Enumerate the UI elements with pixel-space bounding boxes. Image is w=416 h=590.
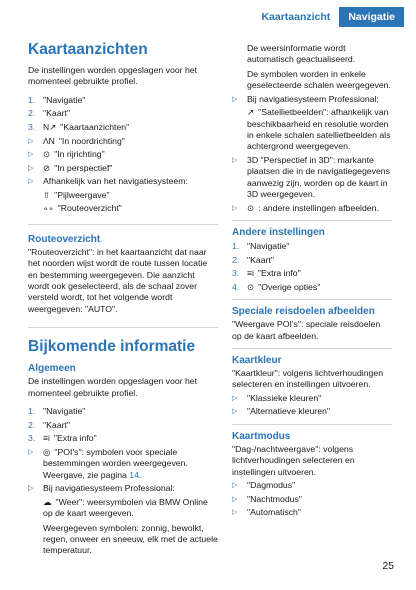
weather-continued — [232, 43, 392, 92]
list-item: 3. ≡i "Extra info" — [28, 433, 97, 444]
list-marker: 1. — [28, 94, 36, 105]
list-item: 4. ⊙ "Overige opties" — [232, 281, 321, 292]
list-item: 1. "Navigatie" — [232, 241, 290, 252]
page-number: 25 — [382, 560, 394, 572]
list-item: ▷ "Dagmodus" — [232, 480, 296, 491]
list-item: 2. "Kaart" — [232, 254, 274, 265]
list-item: 1. "Navigatie" — [28, 406, 86, 417]
weather-update-text: De weersinformatie wordt automatisch geactualiseerd. — [247, 43, 356, 65]
left-column — [28, 40, 218, 557]
list-marker: 2. — [28, 108, 36, 119]
heading-kaartmodus: Kaartmodus — [232, 430, 291, 442]
list-marker: 1. — [28, 406, 36, 417]
heading-speciale-reisdoelen: Speciale reisdoelen afbeelden — [232, 306, 375, 318]
weather-block — [28, 497, 218, 557]
list-marker: 2. — [232, 254, 240, 265]
list-item: 2. "Kaart" — [28, 419, 70, 430]
list-item: 3. ≡i "Extra info" — [232, 268, 301, 279]
list-marker: 3. — [28, 122, 36, 132]
divider — [232, 220, 392, 221]
satellite-text: ↗ "Satellietbeelden": afhankelijk van beschikbaarheid en resolutie worden in enkele schalen satellietbeelden als achtergrond weergegeven. — [247, 107, 391, 152]
route-text: "Routeoverzicht": in het kaartaanzicht dat naar het noorden wijst wordt de route tussen locatie en bestemming weergegeven. Die aanzicht wordt ook geselecteerd, als de schaal zover versteld wordt, tot het volgende wordt weergegeven: "AUTO". — [28, 246, 208, 314]
section-title-kaartaanzichten: Kaartaanzichten — [28, 41, 148, 58]
tab-kaartaanzicht[interactable]: Kaartaanzicht — [261, 11, 331, 23]
map-views-icon: N↗ — [43, 122, 57, 132]
sub-option-pijlweergave: ⇧ "Pijlweergave" — [43, 189, 110, 200]
list-item: ▷ ɅN "In noordrichting" — [28, 135, 125, 146]
triangle-bullet-icon: ▷ — [232, 509, 238, 517]
other-options-icon: ⊙ — [247, 281, 255, 292]
right-column — [232, 43, 392, 521]
algemeen-text: De instellingen worden opgeslagen voor het momenteel gebruikte profiel. — [28, 376, 198, 398]
sub-option-routeoverzicht: ∘∘ "Routeoverzicht" — [43, 203, 122, 214]
kaartkleur-text: "Kaartkleur": volgens lichtverhoudingen selecteren en instellingen uitvoeren. — [232, 368, 384, 390]
list-item: ▷ "Klassieke kleuren" — [232, 392, 322, 403]
north-up-icon: ɅN — [43, 135, 55, 146]
kaartmodus-text: "Dag-/nachtweergave": volgens lichtverhoudingen selecteren en instellingen uitvoeren. — [232, 443, 355, 477]
weather-symbols-text: Weergegeven symbolen: zonnig, bewolkt, regen, onweer en sneeuw, elk met de actuele temperatuur. — [43, 522, 218, 556]
section-title-bijkomende-informatie: Bijkomende informatie — [28, 338, 196, 356]
triangle-bullet-icon: ▷ — [28, 164, 34, 172]
list-item: ▷ Afhankelijk van het navigatiesysteem: — [28, 176, 188, 187]
kaartaanzichten-list — [28, 95, 218, 188]
triangle-bullet-icon: ▷ — [28, 151, 34, 159]
extra-info-icon: ≡i — [43, 433, 50, 444]
bijkomende-list — [28, 406, 218, 495]
triangle-bullet-icon: ▷ — [28, 178, 34, 186]
speciale-text: "Weergave POI's": speciale reisdoelen op de kaart afbeelden. — [232, 319, 381, 341]
triangle-bullet-icon: ▷ — [232, 394, 238, 402]
triangle-bullet-icon: ▷ — [232, 408, 238, 416]
list-marker: 3. — [232, 268, 240, 279]
weather-icon: ☁ — [43, 496, 52, 507]
list-marker: 4. — [232, 281, 240, 292]
triangle-bullet-icon: ▷ — [28, 137, 34, 145]
weather-scale-text: De symbolen worden in enkele geselecteerde schalen weergegeven. — [247, 68, 391, 91]
divider — [232, 348, 392, 349]
heading-routeoverzicht: Routeoverzicht — [28, 233, 101, 245]
weather-text: ☁ "Weer": weersymbolen via BMW Online op de kaart weergeven. — [43, 496, 208, 519]
heading-kaartkleur: Kaartkleur — [232, 355, 282, 367]
header-tabs — [252, 7, 404, 27]
divider — [232, 299, 392, 300]
route-overview-icon: ∘∘ — [43, 203, 54, 214]
satellite-block — [232, 107, 392, 153]
extra-info-icon: ≡i — [247, 268, 254, 279]
triangle-bullet-icon: ▷ — [28, 485, 34, 493]
triangle-bullet-icon: ▷ — [232, 95, 238, 103]
list-marker: 1. — [232, 241, 240, 252]
heading-algemeen: Algemeen — [28, 363, 76, 375]
list-item: ▷ Bij navigatiesysteem Professional: — [232, 93, 379, 104]
list-item: ▷ "Nachtmodus" — [232, 493, 302, 504]
list-item: ▷ 3D "Perspectief in 3D": markante plaatsen die in de navigatiegegevens aanwezig zijn, worden op de kaart in 3D weergegeven. — [232, 154, 390, 200]
list-marker: 2. — [28, 419, 36, 430]
triangle-bullet-icon: ▷ — [232, 495, 238, 503]
perspective-3d-list — [232, 155, 392, 214]
heading-andere-instellingen: Andere instellingen — [232, 227, 325, 239]
satellite-icon: ↗ — [247, 107, 255, 118]
triangle-bullet-icon: ▷ — [232, 482, 238, 490]
list-marker: 3. — [28, 433, 36, 444]
list-item: 3. N↗ "Kaartaanzichten" — [28, 122, 130, 132]
perspective-icon: ⊘ — [43, 162, 51, 173]
list-item: ▷ ⊘ "In perspectief" — [28, 162, 113, 173]
triangle-bullet-icon: ▷ — [232, 156, 238, 164]
list-item: 2. "Kaart" — [28, 108, 70, 119]
arrow-view-icon: ⇧ — [43, 189, 51, 200]
triangle-bullet-icon: ▷ — [28, 448, 34, 456]
list-item: ▷ "Automatisch" — [232, 507, 301, 518]
settings-icon: ⊙ — [247, 202, 255, 213]
driving-direction-icon: ⊙ — [43, 149, 51, 160]
professional-list — [232, 94, 392, 105]
list-item: 1. "Navigatie" — [28, 94, 86, 105]
poi-icon: ◎ — [43, 446, 51, 457]
divider — [28, 224, 218, 225]
intro-text: De instellingen worden opgeslagen voor het momenteel gebruikte profiel. — [28, 65, 198, 87]
list-item: ▷ "Alternatieve kleuren" — [232, 406, 330, 417]
triangle-bullet-icon: ▷ — [232, 204, 238, 212]
divider — [232, 424, 392, 425]
tab-navigatie[interactable]: Navigatie — [339, 7, 404, 27]
list-item: ▷ ⊙ : andere instellingen afbeelden. — [232, 202, 379, 213]
sub-options — [28, 190, 218, 215]
list-item: ▷ ⊙ "In rijrichting" — [28, 149, 105, 160]
divider — [28, 327, 218, 328]
list-item: ▷ Bij navigatiesysteem Professional: — [28, 483, 175, 494]
kaartmodus-list — [232, 480, 392, 519]
page-link[interactable]: 14 — [129, 469, 139, 480]
andere-list — [232, 241, 392, 293]
list-item: ▷ ◎ "POI's": symbolen voor speciale bestemmingen worden weergegeven. Weergave, zie pagina 14. — [28, 446, 188, 480]
kaartkleur-list — [232, 393, 392, 418]
